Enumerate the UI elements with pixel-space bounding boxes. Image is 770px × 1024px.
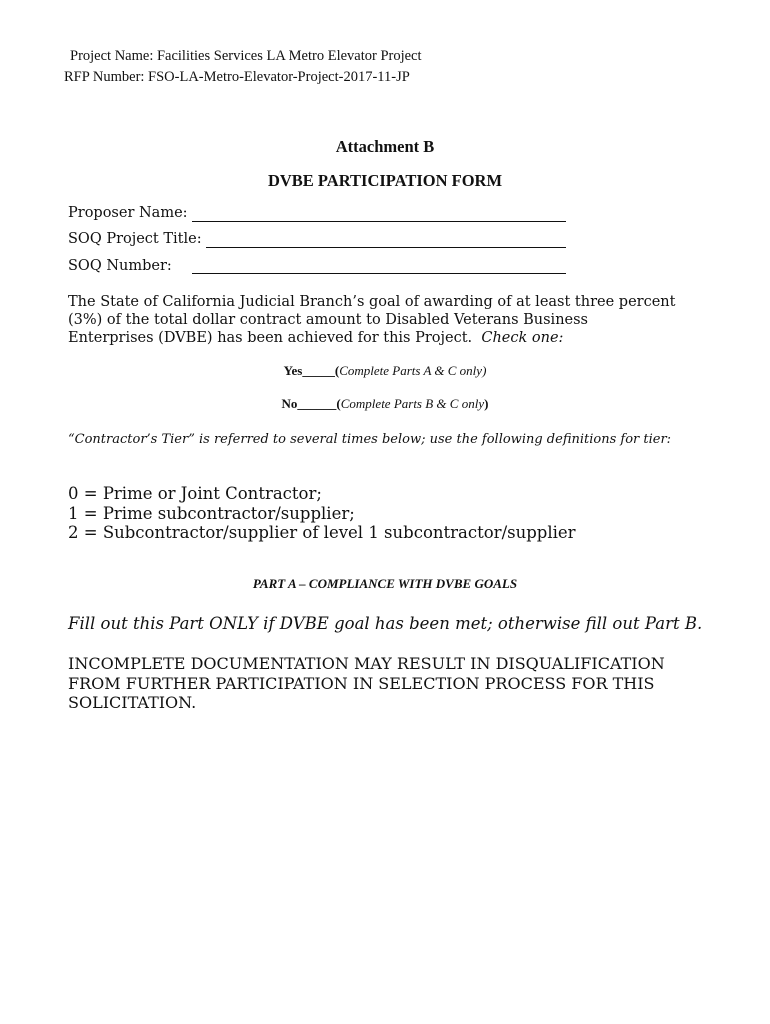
proposer-name-line[interactable]	[192, 221, 566, 222]
yes-label: Yes_____(	[283, 363, 340, 378]
warning-line-2: FROM FURTHER PARTICIPATION IN SELECTION PROCESS FOR THIS	[68, 673, 655, 693]
check-one: Check one:	[481, 330, 564, 346]
rfp-number: RFP Number: FSO-LA-Metro-Elevator-Project-2017-11-JP	[64, 69, 410, 85]
goal-line-3-text: Enterprises (DVBE) has been achieved for this Project.	[68, 330, 473, 346]
no-label: No______(	[281, 396, 341, 411]
tier-note: “Contractor’s Tier” is referred to several times below; use the following definitions for tier:	[68, 432, 672, 447]
form-title: DVBE PARTICIPATION FORM	[267, 171, 503, 190]
soq-number-label: SOQ Number:	[68, 258, 172, 274]
no-option[interactable]	[0, 396, 770, 412]
yes-note: Complete Parts A & C only)	[339, 363, 487, 378]
goal-line-1: The State of California Judicial Branch’s goal of awarding of at least three percent	[68, 294, 676, 310]
tier-item: 0 = Prime or Joint Contractor;	[68, 484, 322, 503]
warning-line-3: SOLICITATION.	[68, 693, 197, 712]
goal-line-2: (3%) of the total dollar contract amount to Disabled Veterans Business	[68, 312, 588, 328]
part-a-instruction: Fill out this Part ONLY if DVBE goal has been met; otherwise fill out Part B.	[68, 614, 703, 633]
yes-option[interactable]	[0, 363, 770, 379]
no-close: )	[484, 396, 489, 411]
part-a-heading: PART A – COMPLIANCE WITH DVBE GOALS	[252, 576, 518, 591]
project-name: Project Name: Facilities Services LA Metro Elevator Project	[70, 48, 422, 64]
warning-line-1: INCOMPLETE DOCUMENTATION MAY RESULT IN DISQUALIFICATION	[68, 654, 665, 673]
attachment-title: Attachment B	[335, 137, 435, 156]
goal-line-3	[68, 329, 563, 347]
no-note: Complete Parts B & C only	[340, 396, 485, 411]
tier-item: 2 = Subcontractor/supplier of level 1 subcontractor/supplier	[68, 523, 576, 542]
soq-project-title-label: SOQ Project Title:	[68, 231, 202, 247]
proposer-name-label: Proposer Name:	[68, 205, 188, 221]
soq-project-title-line[interactable]	[206, 247, 566, 248]
tier-item: 1 = Prime subcontractor/supplier;	[68, 503, 355, 523]
soq-number-line[interactable]	[192, 273, 566, 274]
